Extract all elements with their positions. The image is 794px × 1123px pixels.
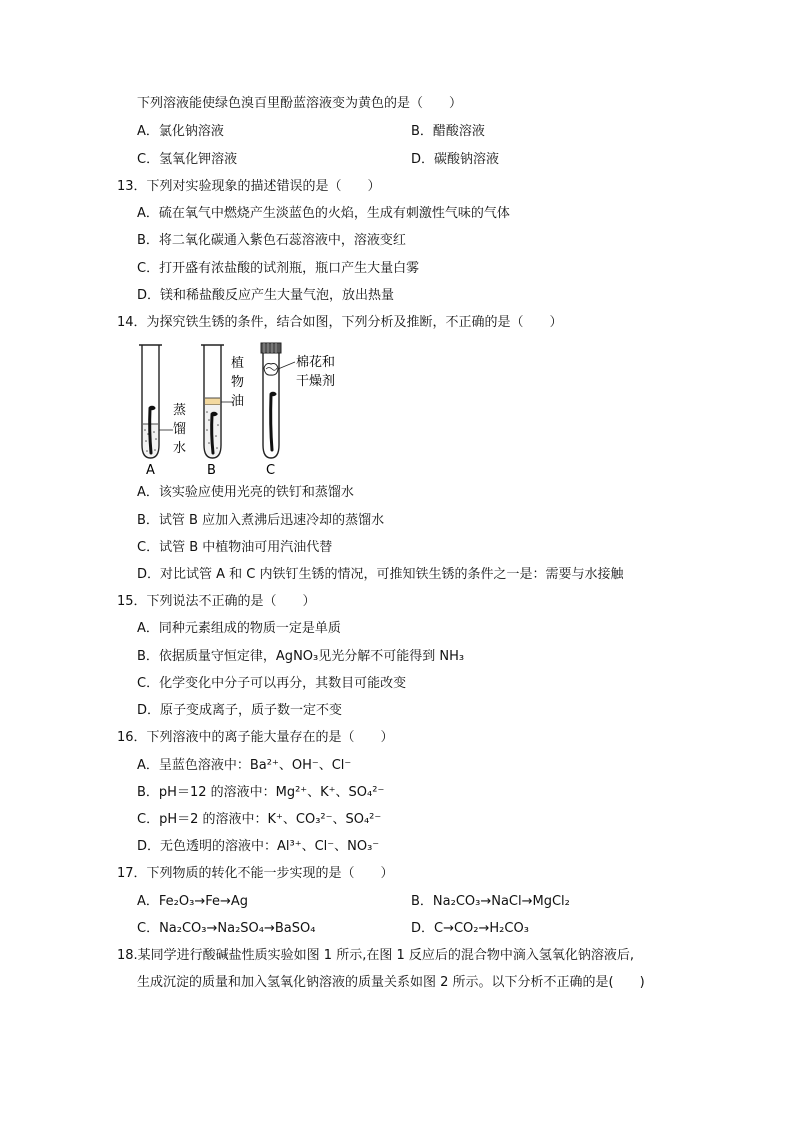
rust-experiment-figure bbox=[135, 340, 375, 480]
q16-option-a: A．呈蓝色溶液中：Ba²⁺、OH⁻、Cl⁻ bbox=[137, 758, 352, 773]
q16-option-d: D．无色透明的溶液中：Al³⁺、Cl⁻、NO₃⁻ bbox=[137, 839, 380, 854]
q18-stem-line-2: 生成沉淀的质量和加入氢氧化钠溶液的质量关系如图 2 所示。以下分析不正确的是( ) bbox=[137, 975, 645, 990]
q13-option-a: A．硫在氧气中燃烧产生淡蓝色的火焰，生成有刺激性气味的气体 bbox=[137, 206, 510, 221]
test-tube-b bbox=[201, 345, 233, 458]
q15-stem: 15．下列说法不正确的是（ ） bbox=[117, 594, 316, 609]
water-label-1: 蒸 bbox=[173, 403, 187, 418]
oil-label-2: 物 bbox=[231, 375, 245, 390]
q16-option-b: B．pH＝12 的溶液中：Mg²⁺、K⁺、SO₄²⁻ bbox=[137, 785, 385, 800]
q14-option-d: D．对比试管 A 和 C 内铁钉生锈的情况，可推知铁生锈的条件之一是：需要与水接触 bbox=[137, 567, 624, 582]
q14-stem: 14．为探究铁生锈的条件，结合如图，下列分析及推断，不正确的是（ ） bbox=[117, 315, 563, 330]
q12-stem: 下列溶液能使绿色溴百里酚蓝溶液变为黄色的是（ ） bbox=[137, 96, 463, 111]
q17-option-b: B．Na₂CO₃→NaCl→MgCl₂ bbox=[411, 894, 570, 909]
q18-stem-line-1: 18.某同学进行酸碱盐性质实验如图 1 所示,在图 1 反应后的混合物中滴入氢氧化钠溶液后, bbox=[117, 948, 635, 963]
oil-label-1: 植 bbox=[231, 356, 245, 371]
tube-b-label: B bbox=[207, 463, 216, 478]
tube-c-label: C bbox=[266, 463, 276, 478]
q12-option-b: B．醋酸溶液 bbox=[411, 124, 485, 139]
q15-option-a: A．同种元素组成的物质一定是单质 bbox=[137, 621, 341, 636]
q13-stem: 13．下列对实验现象的描述错误的是（ ） bbox=[117, 179, 381, 194]
cotton-label-1: 棉花和 bbox=[296, 355, 336, 370]
q17-option-a: A．Fe₂O₃→Fe→Ag bbox=[137, 894, 249, 909]
q17-option-d: D．C→CO₂→H₂CO₃ bbox=[411, 921, 529, 936]
q12-option-d: D．碳酸钠溶液 bbox=[411, 152, 500, 167]
q13-option-d: D．镁和稀盐酸反应产生大量气泡，放出热量 bbox=[137, 288, 395, 303]
q16-stem: 16．下列溶液中的离子能大量存在的是（ ） bbox=[117, 730, 394, 745]
q14-option-c: C．试管 B 中植物油可用汽油代替 bbox=[137, 540, 333, 555]
q13-option-c: C．打开盛有浓盐酸的试剂瓶，瓶口产生大量白雾 bbox=[137, 261, 420, 276]
q14-option-b: B．试管 B 应加入煮沸后迅速冷却的蒸馏水 bbox=[137, 513, 385, 528]
q12-option-a: A．氯化钠溶液 bbox=[137, 124, 224, 139]
oil-label-3: 油 bbox=[231, 394, 245, 409]
cotton-label-2: 干燥剂 bbox=[296, 374, 336, 389]
tube-a-label: A bbox=[146, 463, 155, 478]
test-tube-a bbox=[139, 345, 173, 458]
q16-option-c: C．pH＝2 的溶液中：K⁺、CO₃²⁻、SO₄²⁻ bbox=[137, 812, 382, 827]
q15-option-b: B．依据质量守恒定律，AgNO₃见光分解不可能得到 NH₃ bbox=[137, 649, 465, 664]
water-label-2: 馏 bbox=[173, 422, 187, 437]
q14-option-a: A．该实验应使用光亮的铁钉和蒸馏水 bbox=[137, 485, 354, 500]
q15-option-c: C．化学变化中分子可以再分，其数目可能改变 bbox=[137, 676, 407, 691]
q17-stem: 17．下列物质的转化不能一步实现的是（ ） bbox=[117, 866, 394, 881]
q15-option-d: D．原子变成离子，质子数一定不变 bbox=[137, 703, 343, 718]
q13-option-b: B．将二氧化碳通入紫色石蕊溶液中，溶液变红 bbox=[137, 233, 406, 248]
q17-option-c: C．Na₂CO₃→Na₂SO₄→BaSO₄ bbox=[137, 921, 316, 936]
test-tube-c bbox=[261, 343, 295, 458]
water-label-3: 水 bbox=[173, 441, 187, 456]
q12-option-c: C．氢氧化钾溶液 bbox=[137, 152, 238, 167]
